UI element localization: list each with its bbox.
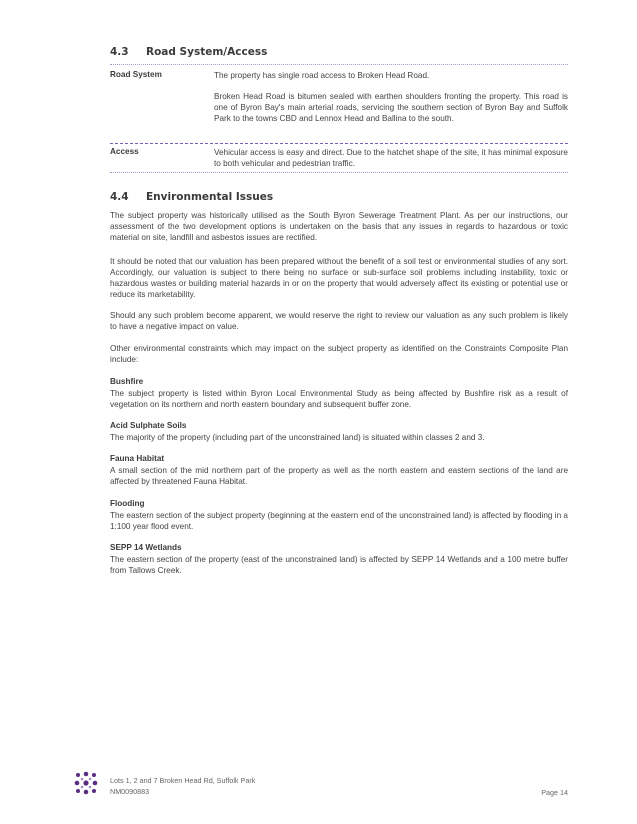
footer-address: Lots 1, 2 and 7 Broken Head Rd, Suffolk Park — [110, 776, 256, 785]
section-heading-road-system — [110, 46, 267, 58]
section-heading-environmental — [110, 191, 273, 203]
constraint-heading-flooding: Flooding — [110, 499, 145, 508]
row-label-road-system: Road System — [110, 70, 162, 79]
constraint-heading-sepp14: SEPP 14 Wetlands — [110, 543, 182, 552]
access-text: Vehicular access is easy and direct. Due to the hatchet shape of the site, it has minimal exposure to both vehicular and pedestrian traffic. — [214, 148, 568, 168]
paragraph: It should be noted that our valuation has been prepared without the benefit of a soil test or environmental studies of any sort. Accordingly, our valuation is subject to there being no surface or sub-surface soil problems including instability, toxic or hazardous wastes or building material hazards in or on the property that would adversely affect its existing or potential use or reduce its marketability. — [110, 257, 568, 299]
footer-reference: NM0090883 — [110, 787, 150, 796]
table-bottom-rule — [110, 172, 568, 173]
road-system-text-1: The property has single road access to Broken Head Road. — [214, 71, 430, 80]
paragraph: Other environmental constraints which may impact on the subject property as identified on the Constraints Composite Plan include: — [110, 344, 568, 364]
constraint-text-bushfire: The subject property is listed within Byron Local Environmental Study as being affected by Bushfire risk as a result of vegetation on its northern and north eastern boundary and subsequent buffer zone. — [110, 389, 568, 409]
constraint-heading-bushfire: Bushfire — [110, 377, 144, 386]
paragraph: Should any such problem become apparent, we would reserve the right to review our valuation as any such problem is likely to have a negative impact on value. — [110, 311, 568, 331]
paragraph: The subject property was historically utilised as the South Byron Sewerage Treatment Plant. As per our instructions, our assessment of the two development options is undertaken on the basis that any issues in regards to hazardous or toxic material on site, landfill and asbestos issues are rectified. — [110, 211, 568, 242]
road-system-text-2: Broken Head Road is bitumen sealed with earthen shoulders fronting the property. This road is one of Byron Bay's main arterial roads, servicing the southern section of Byron Bay and Suffolk Park to the towns CBD and Lennox Head and Ballina to the south. — [214, 92, 568, 123]
company-logo-icon — [74, 771, 98, 795]
row-label-access: Access — [110, 147, 139, 156]
section-title: Road System/Access — [146, 46, 268, 58]
section-title: Environmental Issues — [146, 191, 274, 203]
section-number: 4.4 — [110, 191, 129, 203]
table-row-divider — [110, 143, 568, 144]
constraint-text-flooding: The eastern section of the subject property (beginning at the eastern end of the unconstrained land) is affected by flooding in a 1:100 year flood event. — [110, 511, 568, 531]
table-top-rule — [110, 64, 568, 65]
page-number: Page 14 — [541, 788, 568, 797]
constraint-heading-fauna: Fauna Habitat — [110, 454, 165, 463]
section-number: 4.3 — [110, 46, 129, 58]
constraint-text-sepp14: The eastern section of the property (east of the unconstrained land) is affected by SEPP 14 Wetlands and a 100 metre buffer from Tallows Creek. — [110, 555, 568, 575]
constraint-text-fauna: A small section of the mid northern part of the property as well as the north eastern and eastern sections of the land are affected by threatened Fauna Habitat. — [110, 466, 568, 486]
constraint-heading-acid-sulphate: Acid Sulphate Soils — [110, 421, 187, 430]
constraint-text-acid-sulphate: The majority of the property (including part of the unconstrained land) is situated within classes 2 and 3. — [110, 433, 485, 442]
